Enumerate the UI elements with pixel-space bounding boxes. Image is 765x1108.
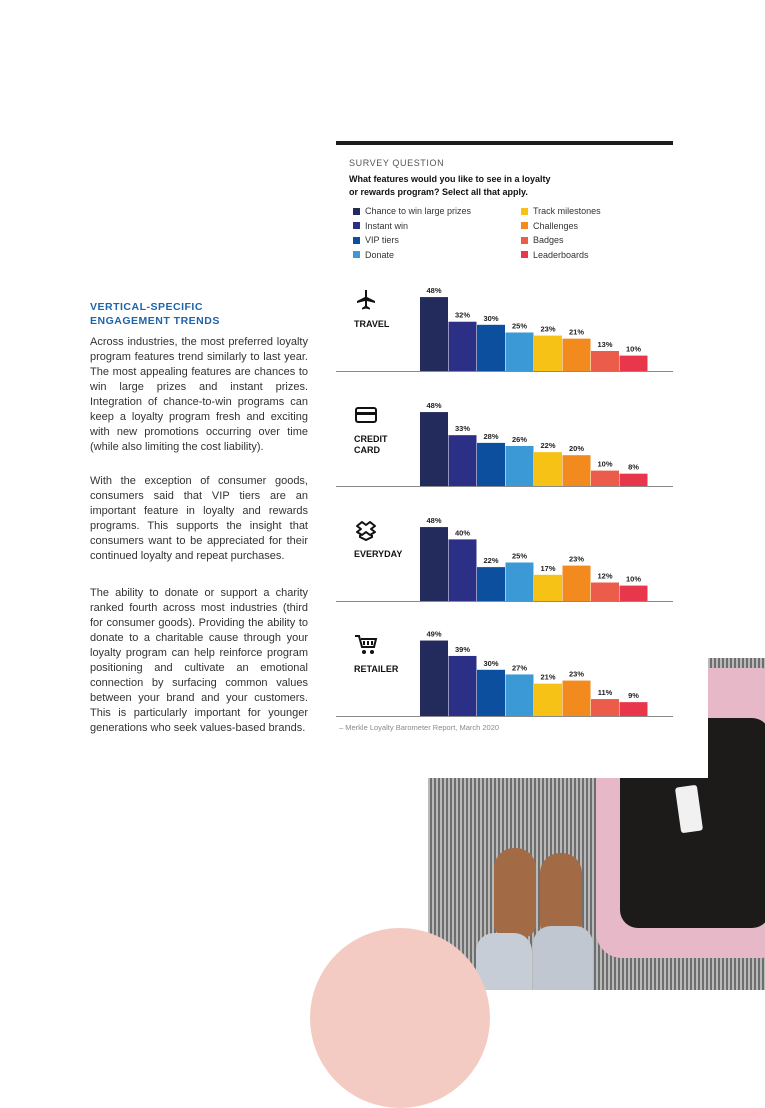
legend-label: Donate [365,249,395,260]
data-label: 25% [511,321,528,331]
data-label: 30% [483,658,499,668]
bar [506,333,534,372]
bar [534,684,562,716]
data-label: 39% [454,644,471,654]
right-leg [533,926,593,990]
legend-swatch [521,237,528,244]
bar [591,351,619,371]
bar [506,563,534,602]
legend-swatch [353,222,360,229]
legend-swatch [353,208,360,215]
data-label: 10% [597,459,613,469]
bar [420,412,448,486]
bar [591,699,619,716]
bar [620,474,648,486]
category-label: TRAVEL [354,319,390,329]
bar-chart [336,280,673,380]
data-label: 27% [511,663,528,673]
legend-swatch [353,251,360,258]
bar [563,681,591,716]
chart-group [336,280,673,380]
chart-group [336,510,673,610]
legend-item [353,248,471,263]
bar [449,539,477,601]
legend-swatch [521,222,528,229]
bar [506,446,534,486]
data-label: 26% [511,434,528,444]
category-label: RETAILER [354,664,399,674]
data-label: 23% [568,669,585,679]
bar [506,674,534,716]
bar [449,435,477,486]
legend-swatch [521,208,528,215]
bar [477,567,505,601]
bar [449,322,477,371]
article-heading [90,300,310,328]
data-label: 11% [597,688,613,698]
legend-label: Badges [533,235,564,246]
legend-label: Challenges [533,220,579,231]
legend-item [353,219,471,234]
chart-group [336,625,673,725]
legend-right-column [521,204,601,262]
bar [420,297,448,371]
legend-label: Track milestones [533,206,601,217]
bar [591,583,619,601]
survey-question-line-1: What features would you like to see in a loyalty [349,174,551,184]
bar [563,339,591,371]
legend-label: Leaderboards [533,249,589,260]
data-label: 40% [454,528,471,538]
bar [534,336,562,371]
data-label: 25% [511,551,528,561]
bar [620,356,648,371]
chart-group [336,395,673,495]
legend-label: VIP tiers [365,235,399,246]
data-label: 12% [597,571,613,581]
data-label: 22% [540,441,556,451]
data-label: 13% [597,339,613,349]
bar [420,641,448,716]
data-label: 48% [426,286,442,296]
data-label: 23% [568,554,585,564]
legend-item [353,204,471,219]
data-label: 21% [540,672,556,682]
legend-swatch [353,237,360,244]
bar [563,566,591,601]
decorative-circle [310,928,490,1108]
survey-question [349,173,609,199]
bar [534,575,562,601]
data-label: 21% [568,327,585,337]
data-label: 8% [628,462,639,472]
category-label: EVERYDAY [354,549,403,559]
data-label: 23% [540,324,556,334]
bar-chart [336,510,673,610]
left-foot [494,848,536,938]
legend-item [521,219,601,234]
data-label: 9% [628,691,639,701]
legend-item [353,233,471,248]
data-label: 32% [454,310,471,320]
bar [477,325,505,371]
heading-line-1: VERTICAL-SPECIFIC [90,301,203,313]
legend-swatch [521,251,528,258]
left-leg [476,933,532,990]
data-label: 49% [426,629,442,639]
article-paragraph: With the exception of consumer goods, consumers said that VIP tiers are an important feature in loyalty and rewards programs. This supports the insight that consumers want to be appreciated for their continued loyalty and repeat purchases. [90,475,308,562]
legend-label: Instant win [365,220,409,231]
legend-item [521,248,601,263]
bar [449,656,477,716]
legend-item [521,204,601,219]
legend-left-column [353,204,471,262]
category-label: CREDIT CARD [354,434,388,455]
source-note: – Merkle Loyalty Barometer Report, March 2020 [339,723,500,732]
bar [591,471,619,486]
legend-item [521,233,601,248]
bar [620,586,648,601]
legend-label: Chance to win large prizes [365,206,472,217]
data-label: 28% [483,431,499,441]
bar [477,443,505,486]
data-label: 20% [568,444,585,454]
bar-chart [336,395,673,495]
data-label: 33% [454,424,471,434]
data-label: 48% [426,516,442,526]
chart-top-rule [336,141,673,145]
bar [534,452,562,486]
data-label: 48% [426,401,442,411]
survey-label: SURVEY QUESTION [349,158,445,168]
bar [420,527,448,601]
data-label: 22% [483,556,499,566]
heading-line-2: ENGAGEMENT TRENDS [90,315,220,327]
bar-chart [336,625,673,725]
data-label: 10% [625,574,642,584]
article-paragraph: The ability to donate or support a charity ranked fourth across most industries (third for consumer goods). Providing the ability to donate to a charitable cause through your loyalty program can help reinforce program positioning and cultivate an emotional connection by surfacing common values between your brand and your customers. This is particularly important for younger generations who seek values-based brands. [90,587,308,734]
article-paragraph: Across industries, the most preferred loyalty program features trend similarly to last year. The most appealing features are chances to win large prizes and instant prizes. Integration of chance-to-win programs can keep a loyalty program fresh and exciting with new promotions occurring over time (while also limiting the cost liability). [90,336,308,453]
data-label: 30% [483,313,499,323]
survey-question-line-2: or rewards program? Select all that apply. [349,187,528,197]
bar [563,455,591,486]
data-label: 10% [625,344,642,354]
bar [477,670,505,716]
bar [620,702,648,716]
data-label: 17% [540,563,556,573]
